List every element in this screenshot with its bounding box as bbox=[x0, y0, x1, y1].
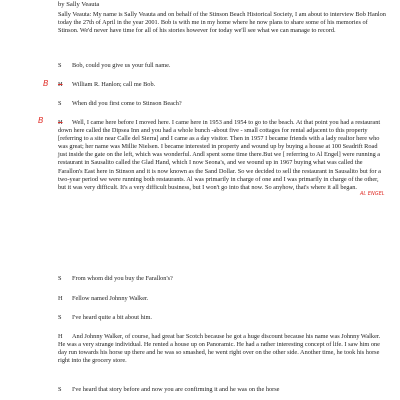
question-3 bbox=[58, 275, 388, 283]
answer-1 bbox=[58, 81, 388, 89]
byline: by Sally Veauta bbox=[58, 1, 100, 8]
answer-text: William R. Hanlon; call me Bob. bbox=[72, 81, 156, 88]
handwritten-mark-b: B bbox=[38, 116, 44, 125]
handwritten-name-annotation: AL ENGEL bbox=[360, 191, 385, 197]
answer-2 bbox=[58, 119, 388, 192]
answer-4 bbox=[58, 333, 388, 365]
question-text: Bob, could you give us your full name. bbox=[72, 62, 171, 69]
handwritten-mark-b: B bbox=[43, 79, 49, 88]
question-1 bbox=[58, 62, 388, 70]
speaker-label: H bbox=[58, 333, 63, 340]
question-text: I've heard quite a bit about him. bbox=[72, 314, 152, 321]
question-text: From whom did you buy the Farallon's? bbox=[72, 275, 173, 282]
speaker-label: S bbox=[58, 62, 62, 69]
answer-3 bbox=[58, 295, 388, 303]
question-2 bbox=[58, 100, 388, 108]
intro-paragraph: Sally Veauta: My name is Sally Veauta and on behalf of the Stinson Beach Historical Society, I am about to interview Bob Hanlon today the 27th of April in the year 2001. Bob is with me in my home where he now plans to share some of his memories of Stinson. We'd never have time for all of his stories however for today we'll see what we can manage to record. bbox=[58, 11, 386, 35]
answer-text: Well, I came here before I moved here. I came here in 1953 and 1954 to go to the beach. At that point you had a restaurant down here called the Dipsea Inn and you had a whole bunch -about five - small cottages for rental adjacent to this property [referring to a site near Calle del Sierra] and I came as a day visitor. Then in 1957 I became friends with a lady realtor here who was great; her name was Millie Nielsen. I became interested in property and wound up by buying a house at 100 Seadrift Road just inside the gate on the left, which was wonderful. Andl spent some time there.But we [ referring to Al Engel] were running a restaurant in Sausalito called the Glad Hand, which I now Seona's, and we wound up in 1967 buying what was called the Farallon's East here in Stinson and it is now known as the Sand Dollar. So we decided to sell the restaurant in Sausalito but for a two-year period we were running both restaurants. Al was primarily in charge of one and I was primarily in charge of the other, but it was very difficult. It's a very difficult business, but I won't go into that now. So anyhow, that's where it all began. bbox=[58, 119, 381, 191]
question-4 bbox=[58, 314, 388, 322]
question-text: I've heard that story before and now you are confirming it and he was on the horse bbox=[72, 386, 280, 393]
question-5 bbox=[58, 386, 388, 394]
speaker-label: H bbox=[58, 81, 63, 88]
speaker-label: H bbox=[58, 295, 63, 302]
answer-text: And Johnny Walker, of course, had great bar Scotch because he got a huge discount because his name was Johnny Walker. He was a very strange individual. He rented a house up on Panoramic. He had a rather interesting concept of life. I saw him one day run towards his horse up there and he was so smashed, he went right over on the other side. Another time, he took his horse right into the grocery store. bbox=[58, 333, 381, 365]
speaker-label: S bbox=[58, 386, 62, 393]
question-text: When did you first come to Stinson Beach? bbox=[72, 100, 182, 107]
speaker-label: S bbox=[58, 100, 62, 107]
speaker-label: S bbox=[58, 275, 62, 282]
speaker-label: S bbox=[58, 314, 62, 321]
answer-text: Fellow named Johnny Walker. bbox=[72, 295, 149, 302]
speaker-label: H bbox=[58, 119, 63, 126]
